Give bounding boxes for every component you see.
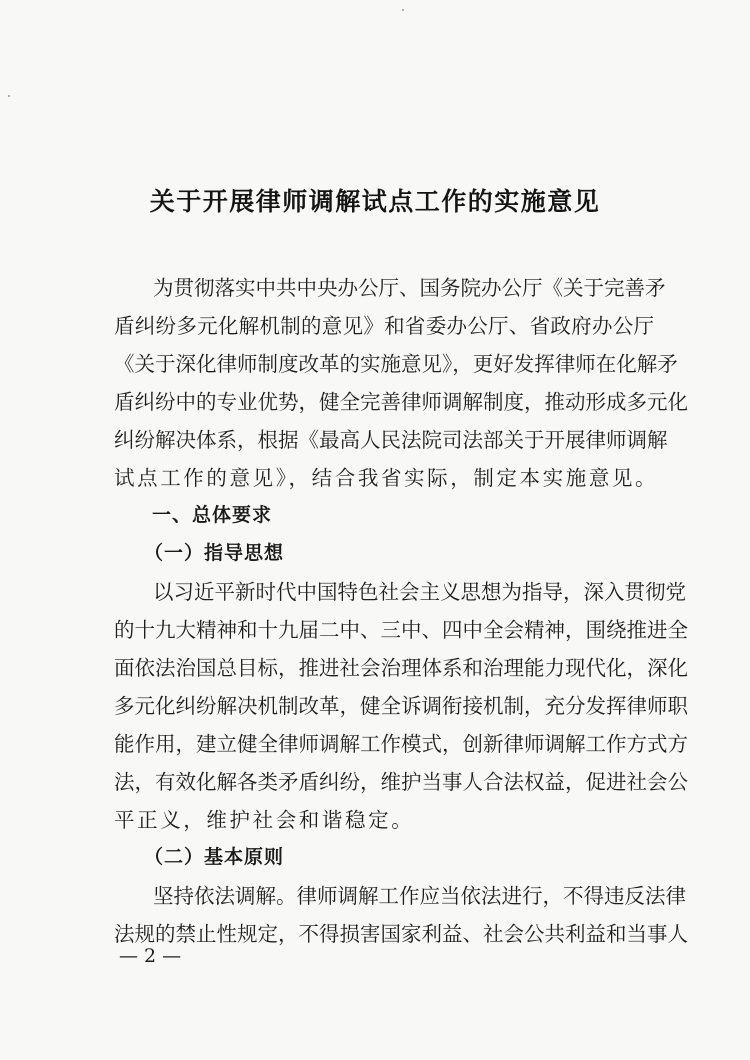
body-line: 面依法治国总目标，推进社会治理体系和治理能力现代化，深化 — [114, 656, 688, 680]
body-line: 以习近平新时代中国特色社会主义思想为指导，深入贯彻党 — [153, 580, 686, 604]
intro-line: 盾纠纷多元化解机制的意见》和省委办公厅、省政府办公厅 — [114, 314, 654, 338]
subsection-heading: （二）基本原则 — [144, 846, 285, 868]
intro-line: 为贯彻落实中共中央办公厅、国务院办公厅《关于完善矛 — [153, 276, 666, 300]
body-line: 多元化纠纷解决机制改革，健全诉调衔接机制，充分发挥律师职 — [114, 694, 688, 718]
intro-line: 盾纠纷中的专业优势，健全完善律师调解制度，推动形成多元化 — [114, 390, 688, 414]
scan-speck — [8, 95, 10, 97]
subsection-heading: （一）指导思想 — [144, 542, 285, 564]
body-line: 坚持依法调解。律师调解工作应当依法进行，不得违反法律 — [153, 884, 686, 908]
body-line: 的十九大精神和十九届二中、三中、四中全会精神，围绕推进全 — [114, 618, 688, 642]
page-number: — 2 — — [119, 945, 182, 967]
body-line: 法，有效化解各类矛盾纠纷，维护当事人合法权益，促进社会公 — [114, 770, 688, 794]
body-line: 能作用，建立健全律师调解工作模式，创新律师调解工作方式方 — [114, 732, 688, 756]
intro-line: 纠纷解决体系，根据《最高人民法院司法部关于开展律师调解 — [114, 428, 668, 452]
intro-line: 《关于深化律师制度改革的实施意见》，更好发挥律师在化解矛 — [114, 352, 678, 376]
scan-speck — [402, 9, 404, 11]
document-title: 关于开展律师调解试点工作的实施意见 — [149, 187, 601, 216]
body-line: 平正义，维护社会和谐稳定。 — [114, 808, 415, 832]
section-heading: 一、总体要求 — [152, 504, 273, 526]
intro-line: 试点工作的意见》，结合我省实际，制定本实施意见。 — [114, 466, 659, 490]
body-line: 法规的禁止性规定，不得损害国家利益、社会公共利益和当事人 — [114, 922, 688, 946]
